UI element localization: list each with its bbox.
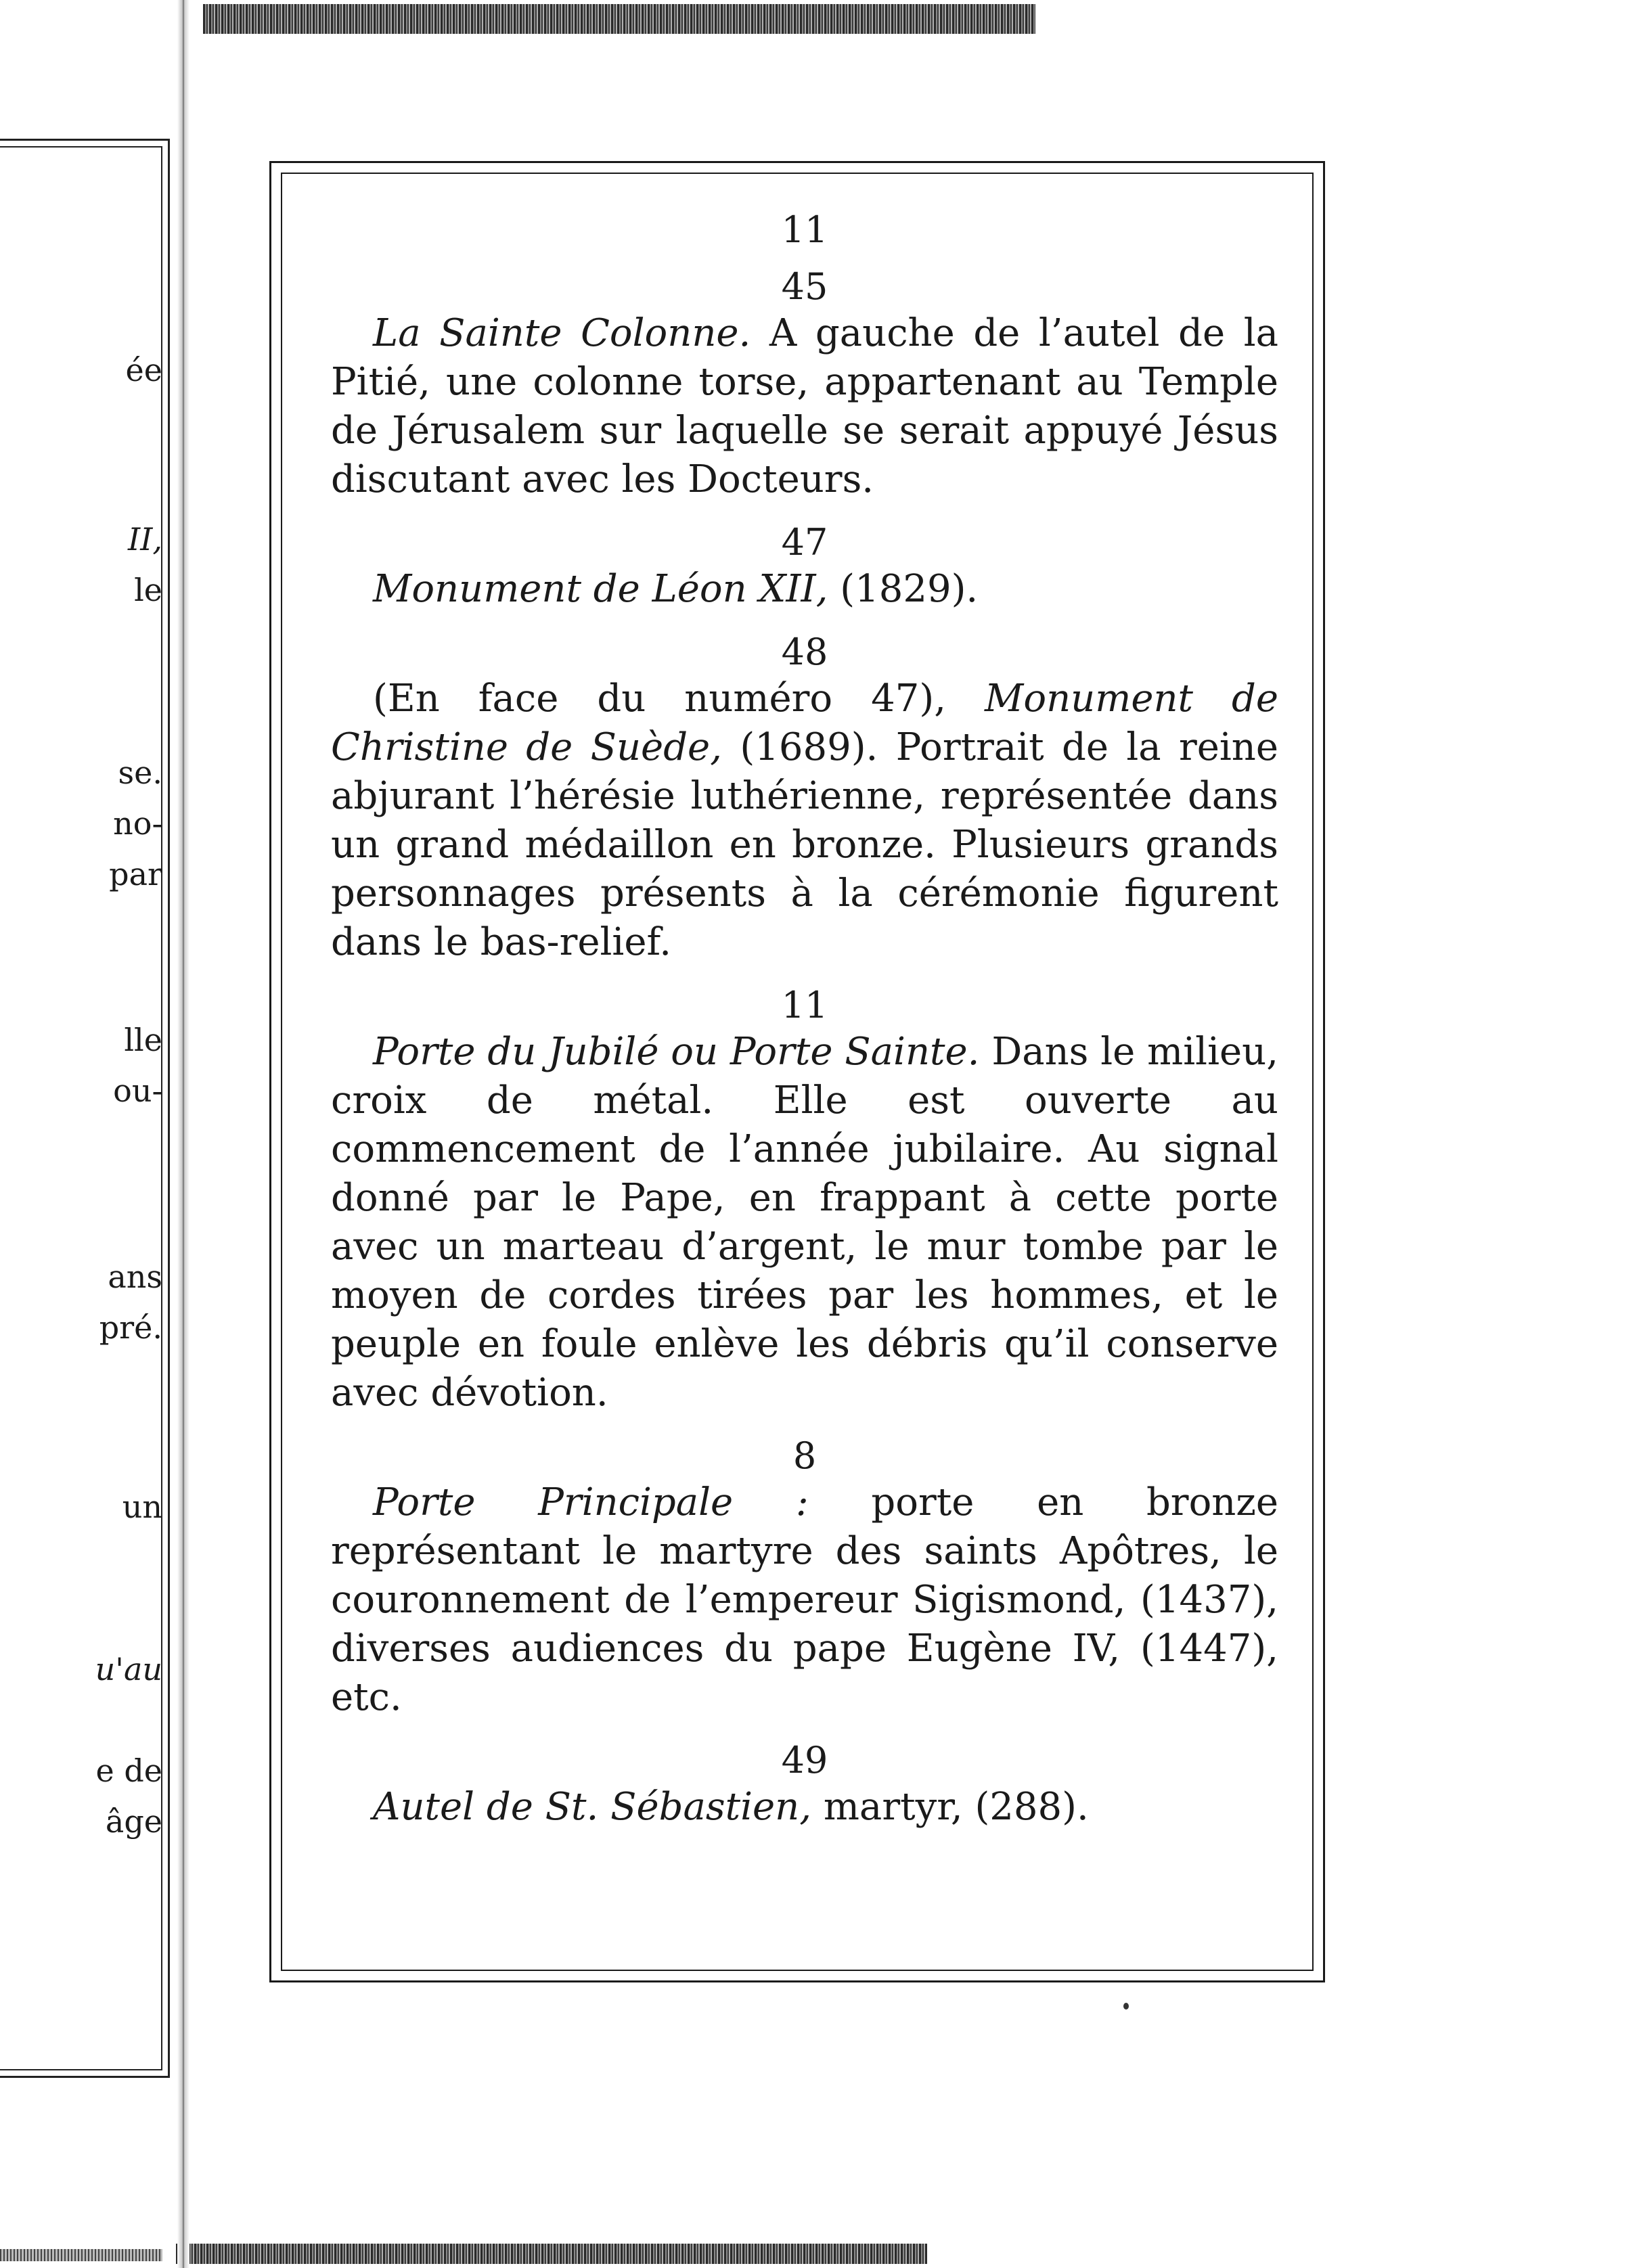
scan-edge-top (203, 4, 1035, 34)
text-fragment: II, (128, 521, 162, 558)
entry-title: Porte du Jubilé ou Porte Sainte. (373, 1030, 980, 1074)
entry-body: porte en bronze représentant le martyre des saints Apôtres, le couronnement de l’empereur Sigismond, (1437), diverses audiences du pape Eugène IV, (1447), etc. (331, 1480, 1278, 1719)
entry-title: Autel de St. Sébastien, (373, 1785, 812, 1829)
text-fragment: no- (113, 805, 162, 842)
text-fragment: lle (124, 1022, 162, 1058)
book-gutter (177, 0, 189, 2268)
entry-text (331, 1478, 1278, 1722)
entry-body: (1689). Portrait de la reine abjurant l’hérésie luthérienne, représentée dans un grand médaillon en bronze. Plusieurs grands personnages présents à la cérémonie figurent dans le bas-relief. (331, 725, 1279, 964)
scan-edge-bottom (176, 2244, 927, 2264)
entry-text (331, 1028, 1278, 1418)
text-fragment: par (109, 856, 162, 892)
entry-number: 8 (792, 1434, 817, 1477)
page-content (331, 208, 1278, 1832)
text-fragment: e de (95, 1752, 162, 1789)
page-frame (269, 161, 1325, 1982)
entry-body: (1829). (828, 567, 979, 611)
entry-body: martyr, (288). (811, 1785, 1089, 1829)
text-fragment: ans (108, 1258, 162, 1295)
entry-title: Monument de Léon XII, (373, 567, 828, 611)
entry-title: Monument de Christine de Suède, (331, 677, 1279, 769)
text-fragment: ou- (113, 1072, 162, 1109)
entry-number: 11 (781, 984, 828, 1026)
entry-body: A gauche de l’autel de la Pitié, une colonne torse, appartenant au Temple de Jérusalem sur laquelle se serait appuyé Jésus discutant avec les Docteurs. (331, 311, 1278, 501)
entry-number: 45 (781, 265, 828, 308)
entry-title: Porte Principale : (373, 1480, 809, 1524)
entry-text (331, 565, 1278, 614)
text-fragment: ée (125, 352, 162, 388)
text-fragment: pré. (99, 1309, 162, 1346)
text-fragment: âge (105, 1803, 162, 1840)
page-number: 11 (781, 208, 828, 251)
ink-speck (1123, 2003, 1129, 2010)
entry-text (331, 675, 1278, 967)
entry-body: Dans le milieu, croix de métal. Elle est ouverte au commencement de l’année jubilaire. Au signal donné par le Pape, en frappant à cette porte avec un marteau d’argent, le mur tombe par le moyen de cordes tirées par les hommes, et le peuple en foule enlève les débris qu’il conserve avec dévotion. (331, 1030, 1278, 1415)
text-fragment: un (122, 1489, 162, 1525)
entry-number: 47 (781, 521, 828, 564)
entry-number: 49 (781, 1739, 828, 1782)
entry-number: 48 (781, 631, 828, 673)
entry-text (331, 309, 1278, 504)
text-fragment: le (134, 572, 162, 608)
entry-prefix: (En face du numéro 47), (373, 677, 985, 721)
entry-text (331, 1783, 1278, 1832)
entry-title: La Sainte Colonne. (373, 311, 751, 355)
text-fragment: se. (118, 754, 162, 791)
text-fragment: u'au (95, 1651, 162, 1687)
facing-page-fragment (0, 0, 196, 2268)
